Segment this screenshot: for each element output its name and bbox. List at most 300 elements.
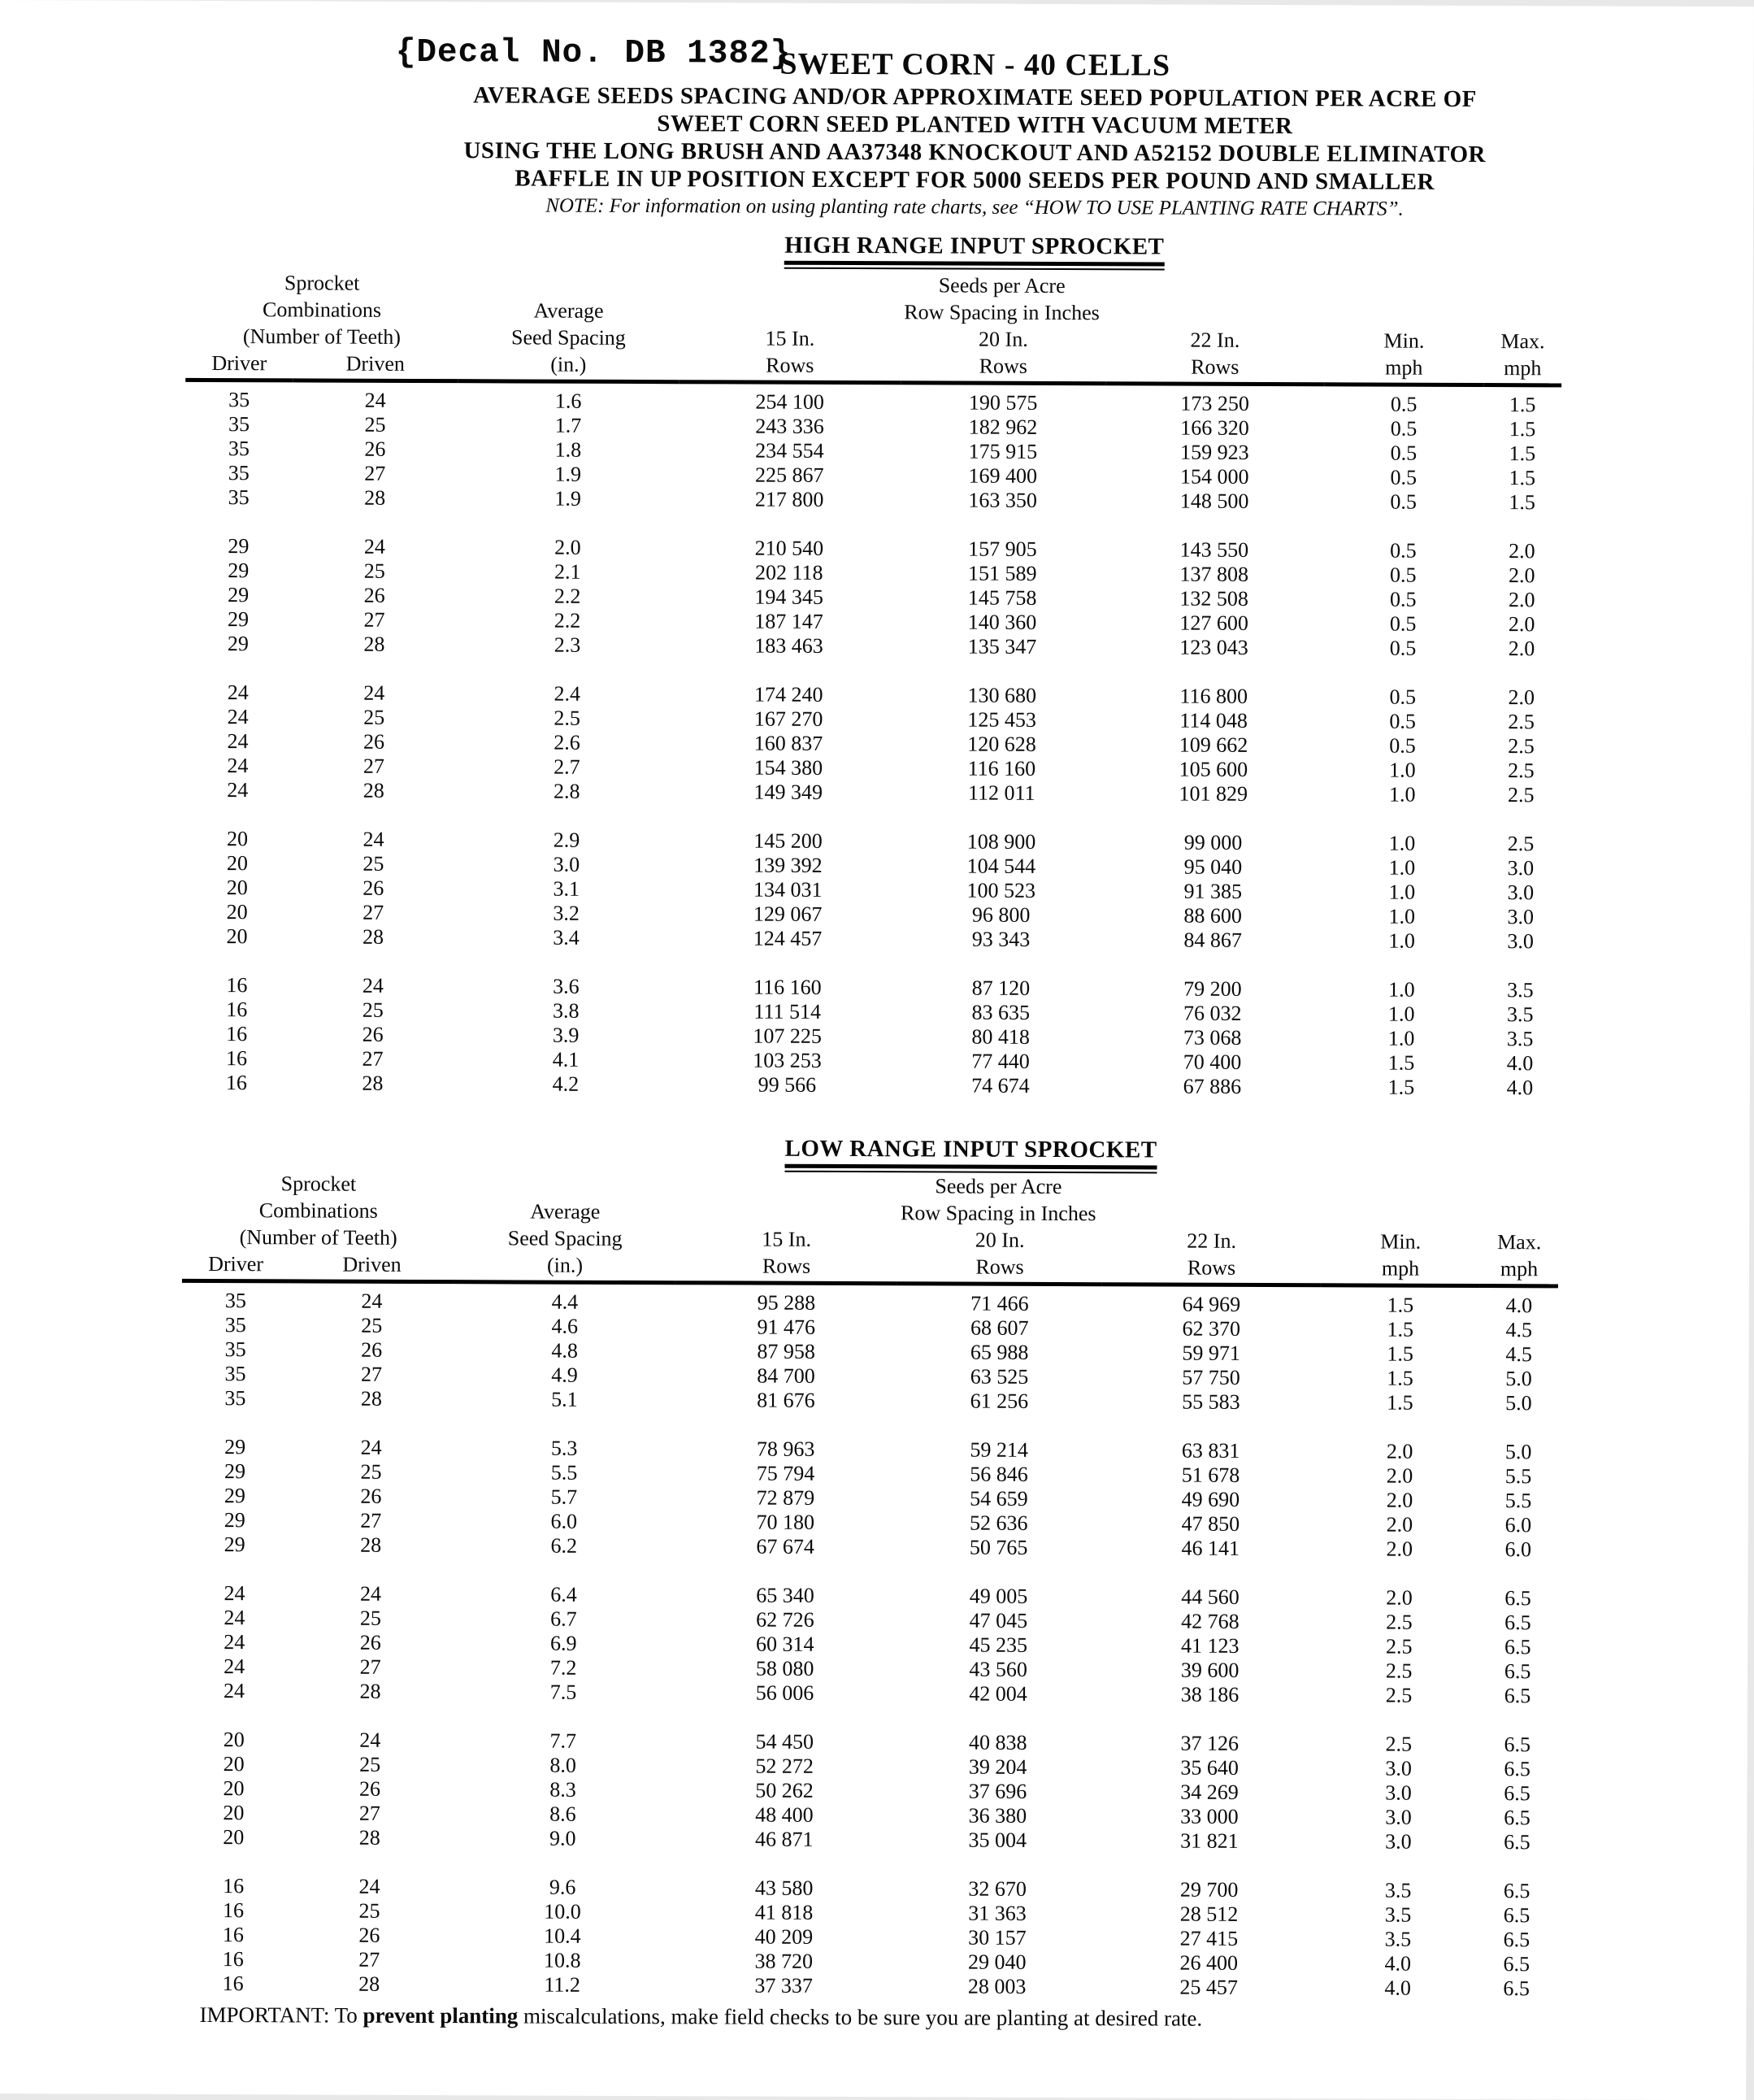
low-range-section-title — [190, 1133, 1751, 1176]
cell-rows-22in: 70 400 — [1183, 1050, 1242, 1074]
cell-driven: 24 — [363, 680, 385, 705]
cell-rows-20in: 130 680 — [967, 683, 1037, 707]
cell-rows-20in: 83 635 — [971, 1000, 1031, 1024]
cell-rows-22in: 42 768 — [1181, 1609, 1240, 1633]
cell-seed-spacing: 3.4 — [553, 925, 580, 950]
cell-rows-22in: 26 400 — [1179, 1950, 1239, 1975]
cell-seed-spacing: 11.2 — [544, 1972, 580, 1997]
cell-rows-15in: 202 118 — [754, 560, 823, 585]
cell-rows-15in: 194 345 — [754, 585, 824, 609]
cell-rows-20in: 74 674 — [971, 1073, 1030, 1098]
cell-driven: 24 — [362, 973, 384, 998]
cell-driven: 26 — [360, 1484, 382, 1508]
cell-driver: 24 — [224, 1654, 245, 1679]
cell-max-mph: 2.0 — [1508, 637, 1535, 661]
header-rows-22: Rows — [1102, 1254, 1321, 1285]
subtitle-line-2: SWEET CORN SEED PLANTED WITH VACUUM METER — [657, 111, 1293, 140]
cell-driver: 35 — [224, 1313, 246, 1337]
cell-rows-22in: 35 640 — [1180, 1755, 1239, 1780]
cell-rows-20in: 116 160 — [967, 756, 1036, 780]
cell-max-mph: 5.0 — [1504, 1440, 1532, 1464]
cell-min-mph: 3.0 — [1385, 1780, 1412, 1805]
cell-rows-15in: 50 262 — [755, 1778, 814, 1802]
cell-rows-22in: 114 048 — [1179, 708, 1248, 733]
cell-min-mph: 3.5 — [1384, 1927, 1412, 1951]
cell-min-mph: 1.0 — [1389, 758, 1416, 782]
cell-driven: 27 — [360, 1362, 383, 1386]
cell-driven: 25 — [361, 1313, 383, 1337]
cell-rows-22in: 79 200 — [1183, 976, 1242, 1001]
cell-rows-22in: 132 508 — [1179, 586, 1249, 611]
cell-seed-spacing: 2.2 — [554, 608, 581, 633]
cell-driven: 27 — [360, 1508, 382, 1533]
cell-rows-20in: 65 988 — [970, 1340, 1029, 1364]
cell-max-mph: 6.5 — [1504, 1659, 1531, 1684]
cell-rows-15in: 129 067 — [753, 902, 823, 926]
cell-rows-15in: 56 006 — [755, 1680, 814, 1705]
cell-rows-22in: 109 662 — [1179, 733, 1248, 757]
cell-min-mph: 1.0 — [1388, 904, 1416, 928]
header-20in: 20 In. — [979, 327, 1028, 351]
important-footer — [199, 2002, 1202, 2032]
cell-driver: 16 — [226, 998, 248, 1022]
cell-rows-15in: 40 209 — [754, 1924, 814, 1949]
cell-rows-15in: 174 240 — [753, 682, 823, 707]
header-seed-spacing: Seed Spacing — [510, 325, 626, 350]
cell-rows-15in: 43 580 — [754, 1876, 814, 1900]
cell-rows-15in: 254 100 — [755, 389, 824, 414]
cell-rows-22in: 73 068 — [1183, 1025, 1242, 1050]
header-seed-spacing: Seed Spacing — [507, 1226, 623, 1250]
cell-driver: 16 — [225, 1071, 247, 1095]
cell-seed-spacing: 9.6 — [549, 1875, 576, 1899]
cell-max-mph: 4.0 — [1505, 1293, 1533, 1318]
cell-seed-spacing: 4.9 — [551, 1363, 578, 1387]
cell-rows-15in: 225 867 — [754, 463, 824, 487]
cell-max-mph: 6.5 — [1504, 1586, 1531, 1611]
cell-rows-15in: 145 200 — [753, 828, 823, 853]
cell-rows-20in: 145 758 — [967, 585, 1037, 610]
cell-rows-15in: 84 700 — [757, 1363, 815, 1388]
cell-seed-spacing: 2.9 — [553, 828, 580, 852]
cell-driver: 20 — [226, 900, 248, 924]
cell-driver: 35 — [228, 461, 250, 485]
cell-rows-22in: 34 269 — [1180, 1780, 1239, 1804]
header-number-of-teeth: (Number of Teeth) — [242, 324, 402, 349]
cell-rows-20in: 175 915 — [968, 439, 1038, 463]
cell-driven: 28 — [363, 924, 384, 949]
cell-rows-22in: 63 831 — [1181, 1438, 1240, 1463]
cell-max-mph: 6.5 — [1504, 1684, 1531, 1708]
cell-rows-15in: 72 879 — [756, 1485, 815, 1510]
cell-driver: 16 — [222, 1923, 244, 1947]
header-rows-15: Rows — [675, 1252, 897, 1284]
cell-driver: 24 — [227, 754, 249, 778]
cell-seed-spacing: 1.6 — [554, 389, 582, 413]
cell-min-mph: 4.0 — [1384, 1976, 1411, 2000]
cell-rows-22in: 57 750 — [1182, 1365, 1240, 1389]
cell-seed-spacing: 5.1 — [551, 1387, 578, 1411]
cell-rows-15in: 243 336 — [755, 414, 824, 438]
cell-max-mph: 6.0 — [1504, 1537, 1532, 1562]
cell-min-mph: 1.0 — [1388, 977, 1415, 1002]
cell-rows-20in: 54 659 — [970, 1486, 1028, 1511]
cell-seed-spacing: 4.8 — [551, 1338, 578, 1363]
header-combinations: Combinations — [258, 1198, 378, 1223]
cell-driver: 16 — [222, 1972, 244, 1996]
cell-driven: 25 — [359, 1752, 381, 1776]
cell-driven: 26 — [358, 1776, 381, 1801]
cell-min-mph: 0.5 — [1389, 611, 1417, 636]
high-range-title-text: HIGH RANGE INPUT SPROCKET — [784, 233, 1164, 267]
cell-seed-spacing: 5.7 — [550, 1485, 578, 1509]
cell-seed-spacing: 2.5 — [554, 706, 580, 730]
cell-rows-20in: 108 900 — [966, 829, 1036, 854]
cell-rows-20in: 31 363 — [968, 1901, 1027, 1925]
cell-max-mph: 5.0 — [1505, 1391, 1532, 1415]
cell-min-mph: 0.5 — [1390, 441, 1418, 465]
cell-rows-20in: 100 523 — [966, 878, 1036, 902]
cell-driven: 25 — [363, 851, 384, 876]
cell-min-mph: 0.5 — [1389, 587, 1417, 611]
cell-min-mph: 2.0 — [1386, 1512, 1413, 1537]
cell-rows-15in: 46 871 — [755, 1827, 814, 1851]
cell-max-mph: 4.0 — [1506, 1076, 1534, 1100]
cell-max-mph: 1.5 — [1509, 441, 1536, 466]
note-line: NOTE: For information on using planting rate charts, see “HOW TO USE PLANTING RATE CHARTS”. — [545, 194, 1404, 220]
cell-seed-spacing: 3.0 — [553, 852, 580, 876]
cell-rows-22in: 116 800 — [1179, 684, 1248, 708]
cell-rows-15in: 62 726 — [756, 1607, 814, 1632]
cell-rows-20in: 96 800 — [971, 902, 1031, 927]
cell-max-mph: 3.0 — [1507, 856, 1535, 880]
cell-rows-15in: 107 225 — [753, 1024, 822, 1048]
cell-driver: 35 — [224, 1289, 246, 1313]
cell-max-mph: 1.5 — [1509, 393, 1536, 417]
cell-rows-22in: 67 886 — [1183, 1074, 1242, 1098]
cell-rows-22in: 148 500 — [1179, 489, 1249, 513]
cell-rows-20in: 77 440 — [971, 1049, 1030, 1073]
cell-seed-spacing: 9.0 — [549, 1826, 576, 1850]
cell-max-mph: 1.5 — [1509, 490, 1535, 515]
cell-seed-spacing: 3.6 — [553, 974, 580, 998]
cell-min-mph: 0.5 — [1390, 416, 1418, 441]
cell-max-mph: 3.5 — [1506, 1027, 1534, 1051]
cell-rows-20in: 151 589 — [968, 561, 1037, 585]
header-rows-20: Rows — [901, 352, 1105, 383]
cell-rows-22in: 166 320 — [1180, 415, 1249, 440]
cell-rows-22in: 64 969 — [1182, 1292, 1241, 1316]
cell-driven: 26 — [358, 1923, 380, 1947]
cell-min-mph: 1.0 — [1388, 831, 1416, 855]
cell-driver: 24 — [223, 1679, 245, 1703]
cell-rows-22in: 105 600 — [1179, 757, 1248, 781]
cell-rows-20in: 36 380 — [968, 1803, 1027, 1828]
cell-rows-15in: 58 080 — [755, 1656, 814, 1680]
cell-rows-20in: 68 607 — [970, 1315, 1029, 1340]
cell-seed-spacing: 1.8 — [554, 437, 582, 462]
cell-rows-20in: 80 418 — [971, 1024, 1030, 1049]
cell-max-mph: 6.5 — [1504, 1733, 1531, 1757]
cell-rows-20in: 157 905 — [968, 537, 1037, 561]
cell-seed-spacing: 7.2 — [549, 1655, 577, 1680]
cell-min-mph: 0.5 — [1389, 685, 1417, 709]
cell-driver: 29 — [228, 607, 250, 632]
cell-max-mph: 1.5 — [1509, 417, 1536, 441]
cell-rows-15in: 154 380 — [753, 755, 823, 780]
cell-driver: 16 — [222, 1898, 245, 1923]
cell-max-mph: 5.0 — [1505, 1367, 1532, 1391]
cell-driven: 25 — [363, 559, 385, 583]
cell-driven: 28 — [363, 632, 385, 656]
header-15in: 15 In. — [765, 326, 815, 350]
cell-rows-20in: 43 560 — [969, 1657, 1027, 1681]
cell-rows-22in: 55 583 — [1182, 1389, 1240, 1414]
cell-rows-20in: 104 544 — [966, 854, 1036, 878]
cell-driven: 27 — [363, 754, 384, 778]
cell-driven: 24 — [363, 827, 384, 851]
header-22in: 22 In. — [1190, 328, 1240, 352]
cell-rows-20in: 63 525 — [970, 1364, 1029, 1389]
cell-driver: 20 — [226, 924, 248, 949]
cell-min-mph: 0.5 — [1390, 489, 1417, 514]
cell-min-mph: 1.5 — [1387, 1293, 1414, 1317]
cell-driver: 29 — [224, 1484, 245, 1508]
cell-driven: 28 — [359, 1679, 381, 1703]
cell-rows-15in: 124 457 — [753, 926, 823, 950]
cell-seed-spacing: 1.9 — [554, 486, 581, 511]
cell-driven: 25 — [358, 1898, 380, 1923]
cell-seed-spacing: 3.1 — [553, 876, 580, 901]
cell-rows-20in: 93 343 — [971, 927, 1031, 951]
header-sprocket: Sprocket — [280, 1172, 357, 1196]
cell-seed-spacing: 2.1 — [554, 559, 581, 584]
subtitle-line-4: BAFFLE IN UP POSITION EXCEPT FOR 5000 SEEDS PER POUND AND SMALLER — [514, 165, 1435, 195]
cell-rows-20in: 45 235 — [969, 1633, 1028, 1657]
cell-driver: 20 — [226, 876, 248, 900]
cell-driver: 16 — [226, 1022, 248, 1046]
cell-driver: 29 — [228, 534, 250, 559]
cell-driver: 29 — [224, 1459, 246, 1484]
cell-min-mph: 3.0 — [1385, 1829, 1412, 1854]
cell-max-mph: 6.5 — [1503, 1976, 1530, 2001]
cell-seed-spacing: 4.2 — [552, 1072, 580, 1096]
page-title: SWEET CORN - 40 CELLS — [779, 46, 1171, 83]
cell-max-mph: 6.5 — [1503, 1952, 1530, 1976]
cell-seed-spacing: 2.0 — [554, 535, 581, 559]
cell-rows-15in: 38 720 — [754, 1949, 814, 1973]
footer-bold: prevent planting — [363, 2002, 519, 2028]
cell-max-mph: 2.0 — [1509, 539, 1535, 563]
cell-min-mph: 1.5 — [1387, 1075, 1415, 1099]
cell-driven: 24 — [359, 1581, 382, 1606]
cell-rows-20in: 135 347 — [967, 634, 1037, 659]
header-rows-15: Rows — [679, 351, 901, 383]
cell-rows-15in: 48 400 — [755, 1802, 814, 1827]
decal-number: {Decal No. DB 1382} — [395, 33, 792, 73]
cell-rows-22in: 95 040 — [1183, 854, 1243, 879]
page-header — [194, 43, 1754, 224]
cell-driven: 26 — [363, 583, 385, 607]
cell-driver: 35 — [228, 485, 250, 510]
cell-driver: 16 — [226, 973, 248, 998]
cell-min-mph: 4.0 — [1384, 1951, 1412, 1976]
header-average: Average — [530, 1199, 601, 1224]
header-average: Average — [533, 298, 604, 323]
cell-rows-22in: 27 415 — [1179, 1926, 1239, 1950]
cell-rows-20in: 50 765 — [969, 1535, 1028, 1559]
cell-rows-20in: 169 400 — [968, 463, 1038, 488]
cell-rows-22in: 46 141 — [1181, 1536, 1240, 1560]
cell-max-mph: 5.5 — [1504, 1489, 1532, 1513]
cell-driver: 20 — [223, 1728, 245, 1752]
cell-driven: 24 — [361, 1289, 383, 1313]
cell-rows-22in: 39 600 — [1180, 1658, 1240, 1682]
cell-max-mph: 6.5 — [1504, 1830, 1530, 1854]
cell-driven: 24 — [363, 534, 385, 559]
cell-rows-22in: 62 370 — [1182, 1316, 1241, 1341]
cell-driver: 35 — [224, 1337, 246, 1362]
header-max: Max. — [1497, 1230, 1542, 1254]
cell-seed-spacing: 5.5 — [550, 1460, 578, 1485]
cell-rows-15in: 149 349 — [753, 780, 823, 804]
cell-seed-spacing: 5.3 — [550, 1436, 578, 1460]
low-range-table-body — [180, 1280, 1558, 2001]
cell-rows-22in: 31 821 — [1180, 1828, 1239, 1853]
cell-seed-spacing: 8.6 — [549, 1802, 576, 1826]
cell-driven: 24 — [360, 1435, 382, 1459]
header-row-spacing: Row Spacing in Inches — [901, 1201, 1096, 1226]
cell-driver: 20 — [223, 1776, 245, 1801]
cell-max-mph: 2.5 — [1508, 710, 1535, 734]
cell-rows-22in: 41 123 — [1180, 1633, 1240, 1658]
header-15in: 15 In. — [762, 1227, 812, 1251]
cell-driver: 29 — [224, 1533, 245, 1557]
cell-max-mph: 6.5 — [1503, 1928, 1530, 1952]
cell-driven: 27 — [364, 461, 386, 485]
cell-rows-22in: 101 829 — [1179, 781, 1248, 806]
cell-seed-spacing: 3.2 — [553, 901, 580, 925]
cell-seed-spacing: 2.3 — [554, 633, 581, 657]
cell-rows-15in: 70 180 — [756, 1510, 815, 1534]
cell-max-mph: 2.0 — [1508, 612, 1535, 637]
cell-min-mph: 0.5 — [1390, 465, 1418, 489]
cell-rows-15in: 167 270 — [753, 707, 823, 731]
cell-rows-22in: 38 186 — [1180, 1682, 1240, 1707]
cell-max-mph: 2.5 — [1508, 759, 1535, 783]
header-mph-min: mph — [1321, 1254, 1480, 1285]
cell-rows-20in: 32 670 — [968, 1876, 1027, 1901]
cell-rows-15in: 187 147 — [754, 609, 823, 633]
cell-min-mph: 0.5 — [1390, 392, 1418, 416]
cell-driver: 35 — [224, 1386, 246, 1411]
cell-max-mph: 4.0 — [1506, 1051, 1534, 1076]
cell-driver: 35 — [228, 388, 250, 412]
cell-rows-15in: 116 160 — [753, 975, 822, 999]
header-20in: 20 In. — [975, 1228, 1025, 1252]
cell-driver: 16 — [223, 1874, 245, 1898]
cell-rows-15in: 139 392 — [753, 853, 823, 877]
cell-rows-15in: 52 272 — [755, 1754, 814, 1778]
cell-rows-22in: 51 678 — [1181, 1463, 1240, 1487]
cell-driven: 26 — [362, 1022, 384, 1046]
header-in-unit: (in.) — [454, 1251, 675, 1283]
cell-driver: 20 — [223, 1825, 245, 1850]
cell-min-mph: 2.0 — [1386, 1488, 1413, 1512]
cell-rows-15in: 160 837 — [753, 731, 823, 755]
cell-driver: 24 — [224, 1630, 245, 1654]
cell-rows-20in: 37 696 — [968, 1779, 1027, 1803]
cell-min-mph: 1.0 — [1387, 1002, 1415, 1026]
cell-max-mph: 6.5 — [1504, 1781, 1530, 1806]
cell-driven: 27 — [358, 1947, 380, 1972]
cell-seed-spacing: 2.4 — [554, 681, 581, 706]
cell-min-mph: 1.0 — [1388, 928, 1415, 953]
cell-max-mph: 1.5 — [1509, 466, 1536, 490]
cell-driven: 27 — [363, 607, 385, 632]
cell-rows-22in: 76 032 — [1183, 1001, 1242, 1025]
cell-driver: 24 — [227, 680, 249, 705]
cell-min-mph: 1.0 — [1388, 880, 1416, 904]
cell-min-mph: 1.0 — [1388, 855, 1416, 880]
footer-prefix: IMPORTANT: To — [199, 2002, 363, 2028]
low-range-table — [180, 1170, 1559, 2001]
cell-min-mph: 2.5 — [1385, 1634, 1413, 1659]
cell-driver: 35 — [228, 437, 250, 461]
cell-driven: 26 — [359, 1630, 381, 1654]
cell-driven: 26 — [363, 729, 385, 754]
cell-driven: 24 — [358, 1874, 380, 1898]
header-driver: Driver — [185, 350, 293, 380]
cell-min-mph: 2.5 — [1385, 1683, 1413, 1707]
header-in-unit: (in.) — [458, 350, 679, 382]
cell-seed-spacing: 4.6 — [551, 1314, 579, 1338]
cell-min-mph: 3.5 — [1384, 1902, 1412, 1927]
cell-driven: 28 — [360, 1533, 382, 1557]
cell-seed-spacing: 10.4 — [544, 1924, 581, 1948]
cell-rows-15in: 87 958 — [757, 1339, 815, 1363]
cell-rows-20in: 125 453 — [967, 707, 1036, 732]
cell-driver: 29 — [228, 583, 250, 607]
cell-rows-20in: 56 846 — [970, 1462, 1028, 1486]
cell-max-mph: 4.5 — [1505, 1318, 1533, 1342]
cell-max-mph: 2.0 — [1509, 563, 1535, 588]
header-mph-min: mph — [1324, 354, 1483, 385]
cell-driven: 24 — [359, 1728, 381, 1752]
cell-driven: 27 — [362, 1046, 384, 1071]
cell-seed-spacing: 2.2 — [554, 584, 581, 608]
table-row — [183, 1071, 1559, 1101]
header-min: Min. — [1383, 328, 1425, 353]
cell-min-mph: 3.5 — [1384, 1878, 1412, 1902]
cell-seed-spacing: 1.9 — [554, 462, 582, 486]
cell-rows-22in: 88 600 — [1183, 903, 1243, 928]
cell-min-mph: 0.5 — [1390, 563, 1417, 587]
cell-rows-15in: 95 288 — [757, 1290, 816, 1315]
cell-max-mph: 2.0 — [1508, 588, 1535, 612]
cell-rows-15in: 134 031 — [753, 877, 823, 902]
header-rows-22: Rows — [1105, 353, 1324, 385]
cell-max-mph: 3.5 — [1506, 1002, 1534, 1027]
cell-rows-20in: 59 214 — [970, 1437, 1028, 1462]
cell-min-mph: 2.5 — [1386, 1610, 1413, 1634]
cell-min-mph: 2.0 — [1386, 1537, 1413, 1561]
cell-rows-22in: 143 550 — [1179, 537, 1249, 562]
cell-driver: 16 — [225, 1046, 248, 1071]
cell-min-mph: 0.5 — [1389, 709, 1416, 733]
footer-suffix: miscalculations, make field checks to be sure you are planting at desired rate. — [518, 2003, 1203, 2031]
cell-driver: 16 — [222, 1947, 244, 1972]
